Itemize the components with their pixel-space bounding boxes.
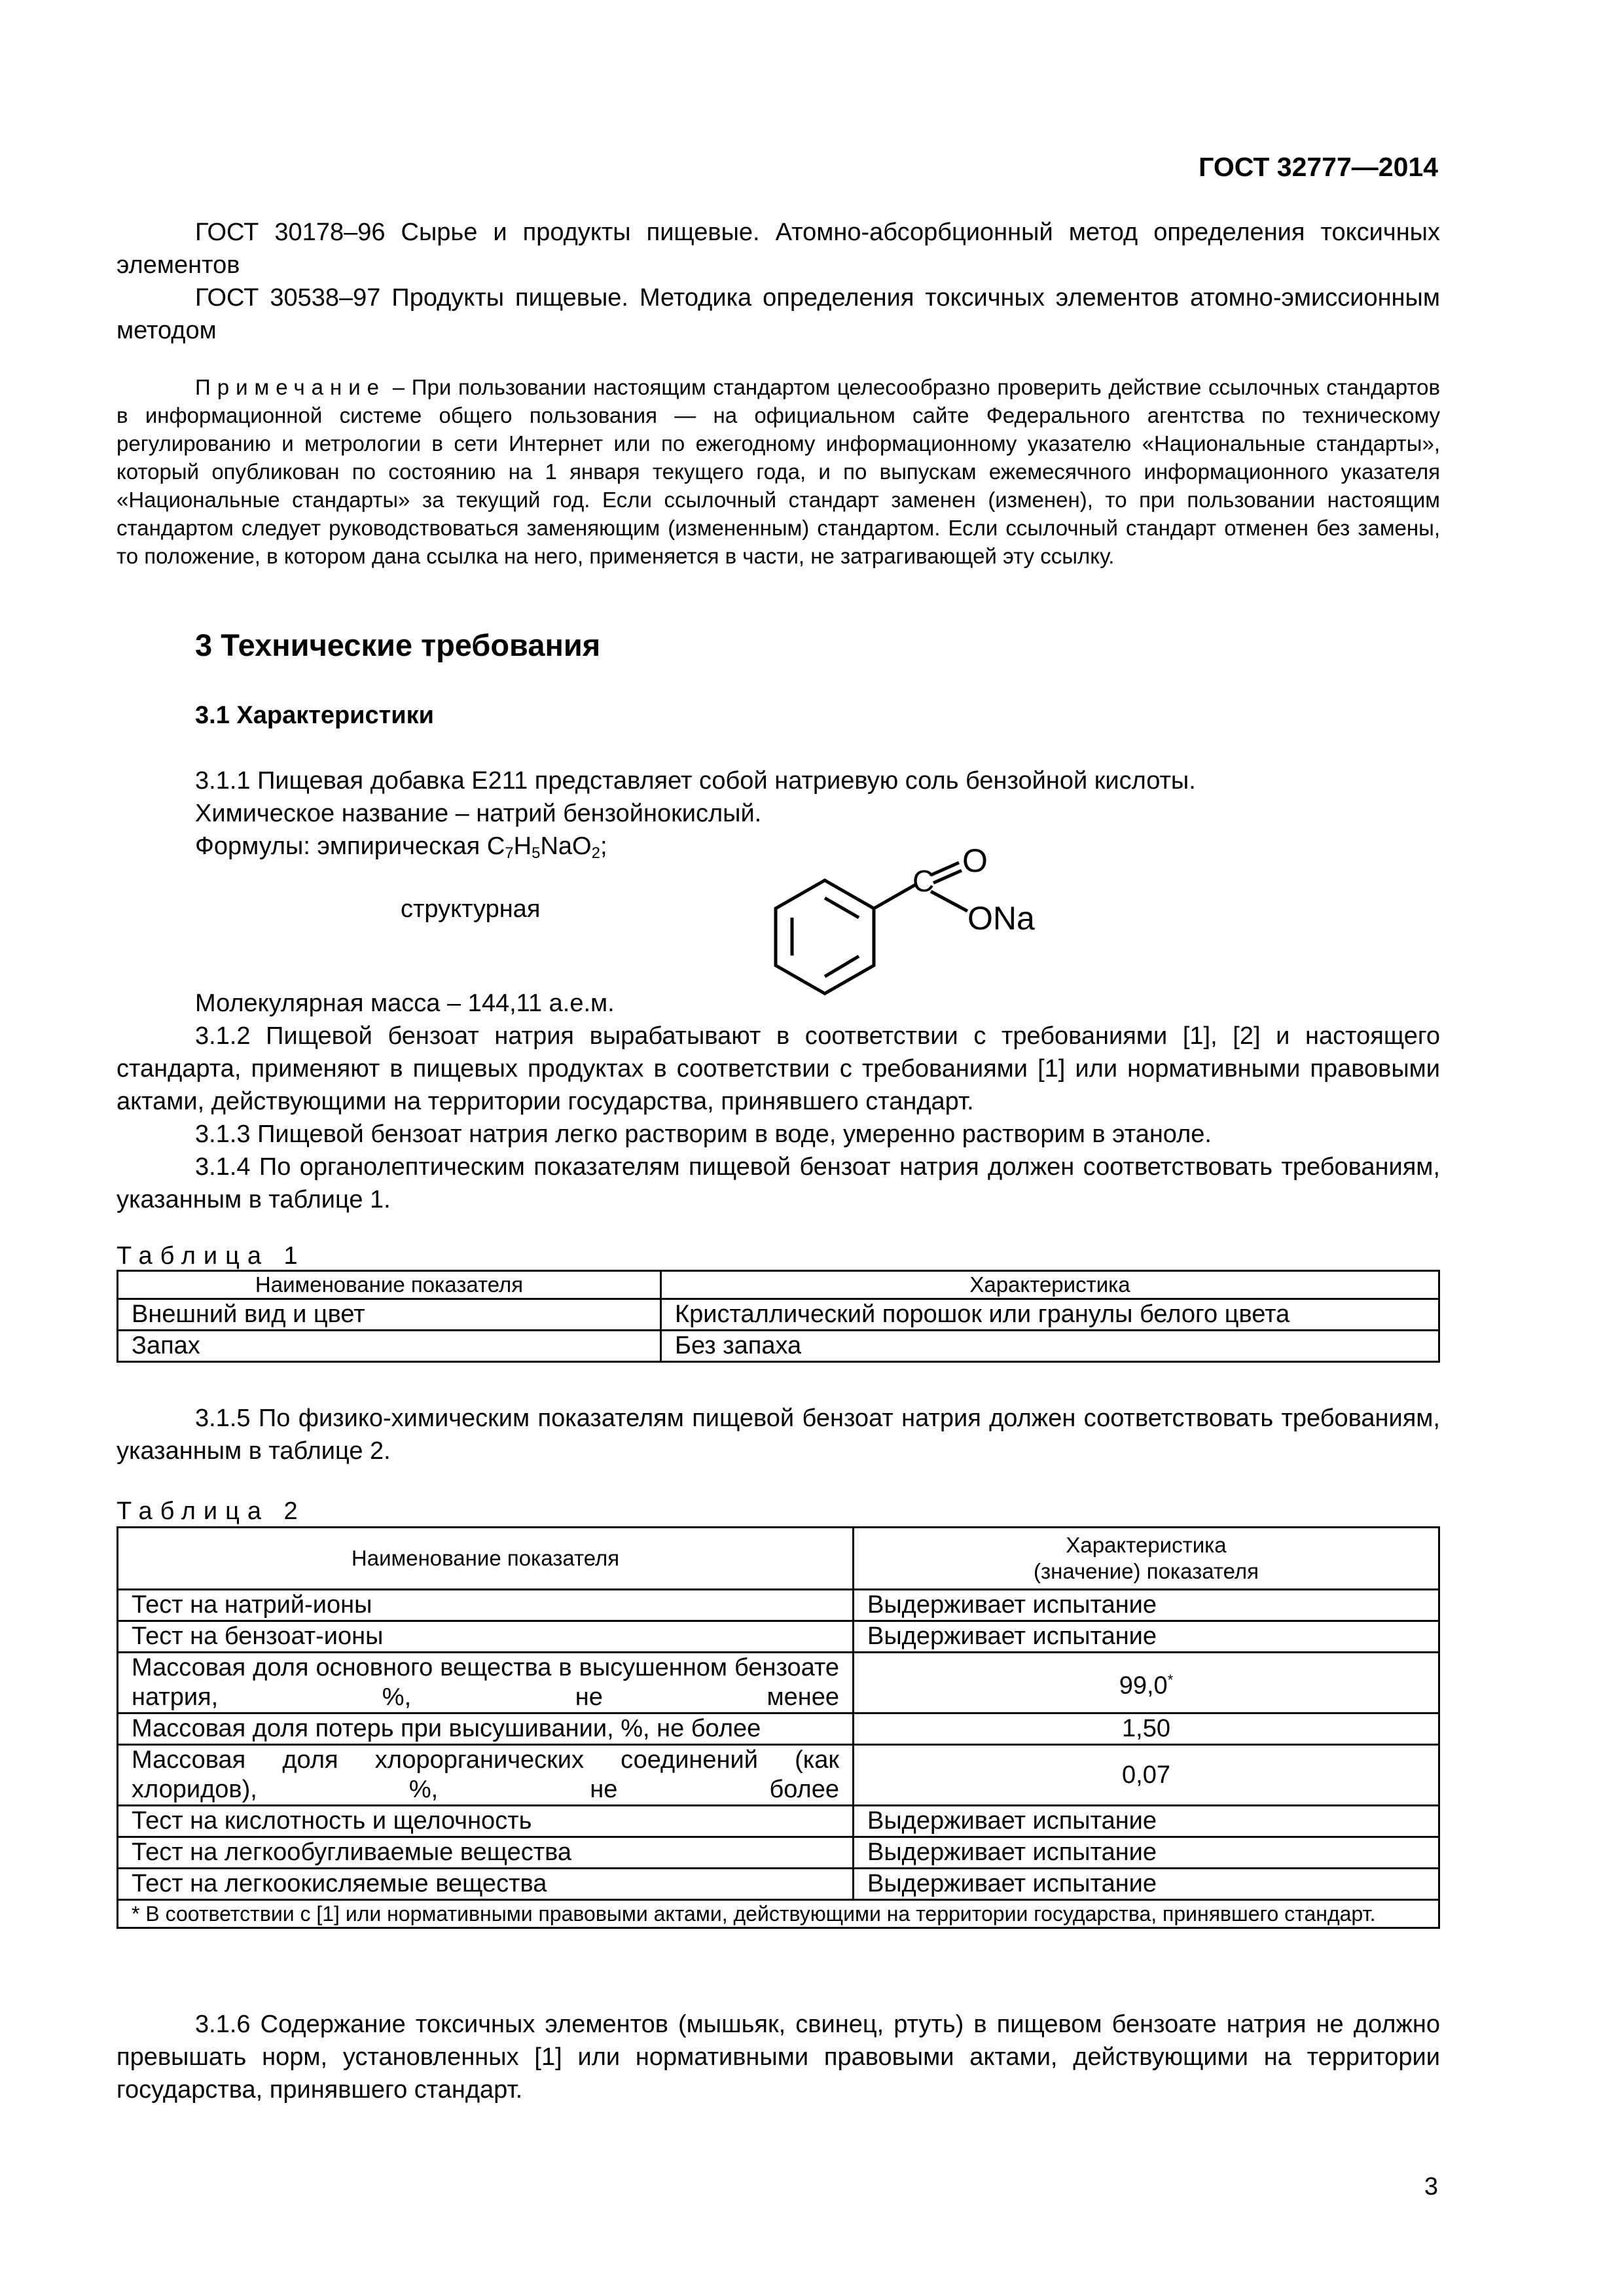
ring-carbon-bond [874,885,915,908]
table-row [118,1745,1439,1806]
table-cell: Внешний вид и цвет [118,1299,661,1331]
table-header-cell: Характеристика [661,1271,1439,1299]
table-cell: Без запаха [661,1331,1439,1362]
paragraph-3-1-5: 3.1.5 По физико-химическим показателям пищевой бензоат натрия должен соответствовать требованиям, указанным в таблице 2. [117,1405,1440,1465]
table-row [118,1331,1439,1362]
table-row [118,1713,1439,1745]
carbonyl-oxygen-label: O [962,844,988,879]
reference-gost-30538 [117,281,1440,347]
note-text: – При пользовании настоящим стандартом целесообразно проверить действие ссылочных стандартов в информационной системе общего пользования — на официальном сайте Федерального агентства по техническому регулированию и метрологии в сети Интернет или по ежегодному информационному указателю «Национальные стандарты», который опубликован по состоянию на 1 января текущего года, и по выпускам ежемесячного информационного указателя «Национальные стандарты» за текущий год. Если ссылочный стандарт заменен (изменен), то при пользовании настоящим стандартом следует руководствоваться заменяющим (измененным) стандартом. Если ссылочный стандарт отменен без замены, то положение, в котором дана ссылка на него, применяется в части, не затрагивающей эту ссылку. [117,375,1440,568]
table-cell: Тест на натрий-ионы [118,1590,854,1621]
table-2-caption: Таблица 2 [117,1498,306,1525]
table-cell: Массовая доля потерь при высушивании, %, не более [118,1713,854,1745]
sodium-benzoate-structure [759,844,1100,1014]
table-header-cell: Характеристика (значение) показателя [854,1528,1439,1590]
table-cell: Кристаллический порошок или гранулы белого цвета [661,1299,1439,1331]
table-footnote: * В соответствии с [1] или нормативными правовыми актами, действующими на территории государства, принявшего стандарт. [118,1900,1439,1928]
table-row [118,1299,1439,1331]
table-row [118,1590,1439,1621]
reference-title: Продукты пищевые. Методика определения токсичных элементов атомно-эмиссионным методом [117,284,1440,344]
table-row [118,1869,1439,1900]
table-row [118,1806,1439,1837]
table-2 [117,1526,1440,1929]
table-cell: Тест на легкоокисляемые вещества [118,1869,854,1900]
table-header-cell: Наименование показателя [118,1271,661,1299]
table-1 [117,1270,1440,1363]
table-cell: Выдерживает испытание [854,1621,1439,1653]
table-row [118,1653,1439,1713]
table-cell: Массовая доля основного вещества в высушенном бензоате натрия, %, не менее [118,1653,854,1713]
paragraph-3-1-1: 3.1.1 Пищевая добавка Е211 представляет собой натриевую соль бензойной кислоты. [195,767,1196,795]
paragraph-3-1-2: 3.1.2 Пищевой бензоат натрия вырабатывают в соответствии с требованиями [1], [2] и настоящего стандарта, применяют в пищевых продуктах в соответствии с требованиями [1] или нормативными правовыми актами, действующими на территории государства, принявшего стандарт. [117,1022,1440,1115]
table-cell: Массовая доля хлорорганических соединений (как хлоридов), %, не более [118,1745,854,1806]
page-number: 3 [1424,2173,1438,2200]
table-header-row [118,1271,1439,1299]
table-row [118,1837,1439,1869]
sodium-oxide-label: ONa [967,900,1035,937]
reference-code: ГОСТ 30178–96 [195,219,386,246]
paragraph-3-1-4: 3.1.4 По органолептическим показателям пищевой бензоат натрия должен соответствовать требованиям, указанным в таблице 1. [117,1153,1440,1213]
empirical-formula: Формулы: эмпирическая $C_7H_5NaO_2$; [195,833,607,862]
table-footnote-row [118,1900,1439,1928]
table-cell: Выдерживает испытание [854,1837,1439,1869]
table-cell: 1,50 [854,1713,1439,1745]
structural-formula-label: структурная [401,895,541,923]
paragraph-3-1-6: 3.1.6 Содержание токсичных элементов (мышьяк, свинец, ртуть) в пищевом бензоате натрия не должно превышать норм, установленных [1] или нормативными правовыми актами, действующими на территории государства, принявшего стандарт. [117,2011,1440,2104]
table-cell: 99,0* [854,1653,1439,1713]
table-cell: Выдерживает испытание [854,1806,1439,1837]
table-cell: Выдерживает испытание [854,1590,1439,1621]
chemical-name: Химическое название – натрий бензойнокислый. [195,800,762,827]
note-label: Примечание [195,375,386,399]
reference-gost-30178 [117,216,1440,281]
table-cell: 0,07 [854,1745,1439,1806]
subsection-title: 3.1 Характеристики [195,702,435,729]
table-cell: Тест на легкообугливаемые вещества [118,1837,854,1869]
carboxyl-carbon-label: C [912,864,935,898]
table-cell: Запах [118,1331,661,1362]
table-row [118,1621,1439,1653]
molecular-mass: Молекулярная масса – 144,11 а.е.м. [195,990,615,1017]
section-title: 3 Технические требования [195,628,601,662]
footnote-marker: * [1167,1671,1174,1688]
table-header-cell: Наименование показателя [118,1528,854,1590]
table-cell: Тест на кислотность и щелочность [118,1806,854,1837]
note-paragraph [117,373,1440,570]
table-1-caption: Таблица 1 [117,1242,306,1270]
reference-title: Сырье и продукты пищевые. Атомно-абсорбционный метод определения токсичных элементов [117,219,1440,279]
table-cell: Выдерживает испытание [854,1869,1439,1900]
paragraph-3-1-3: 3.1.3 Пищевой бензоат натрия легко растворим в воде, умеренно растворим в этаноле. [195,1121,1212,1148]
reference-code: ГОСТ 30538–97 [195,284,381,312]
table-cell: Тест на бензоат-ионы [118,1621,854,1653]
document-number-header: ГОСТ 32777—2014 [1199,152,1438,182]
table-header-row [118,1528,1439,1590]
